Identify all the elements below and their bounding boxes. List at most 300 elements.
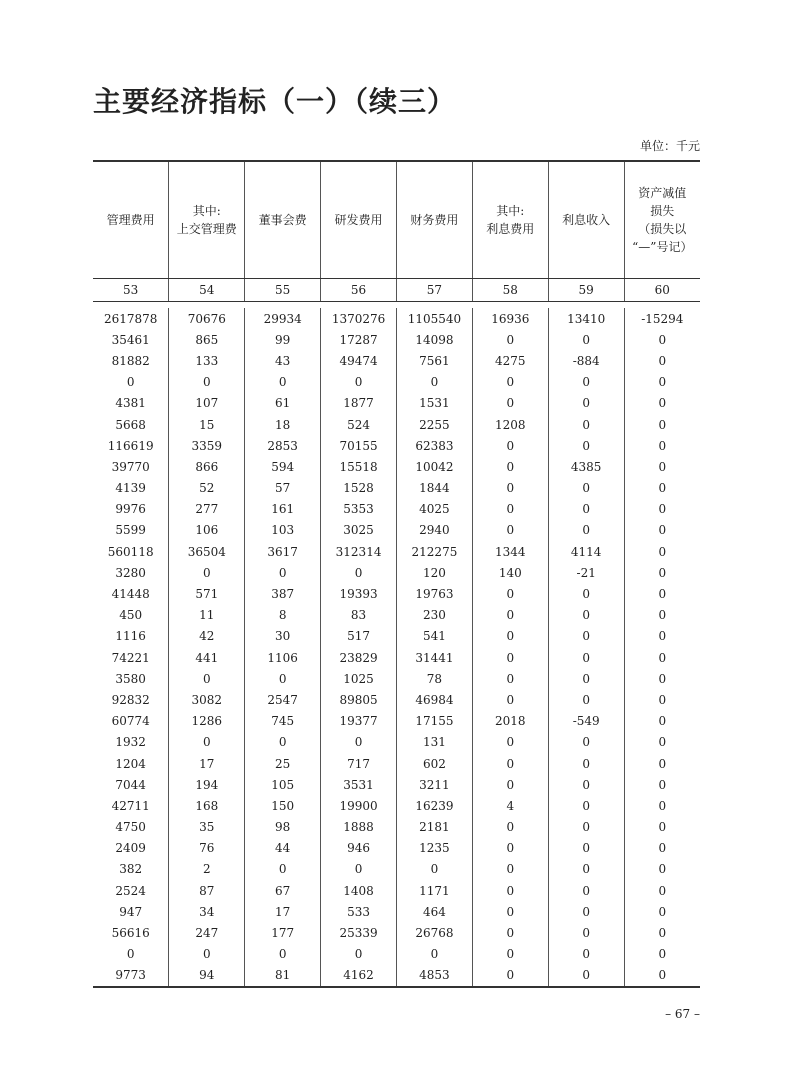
table-cell: 49474: [321, 350, 397, 371]
table-cell: 56616: [111, 926, 150, 941]
table-row: [93, 753, 700, 774]
table-cell: 1116: [115, 629, 146, 644]
table-cell: 247: [169, 922, 245, 943]
table-cell: 0: [548, 499, 624, 520]
table-cell: 0: [624, 414, 700, 435]
column-header: [245, 161, 321, 279]
column-code: 59: [548, 279, 624, 302]
table-cell: 18: [245, 414, 321, 435]
table-row: [93, 435, 700, 456]
table-cell: 1888: [321, 817, 397, 838]
table-cell: 78: [397, 668, 473, 689]
column-header: [624, 161, 700, 279]
table-cell: 0: [624, 562, 700, 583]
table-cell: 0: [548, 583, 624, 604]
table-cell: 0: [548, 668, 624, 689]
table-cell: 0: [548, 732, 624, 753]
table-row: [93, 944, 700, 965]
table-cell: 57: [245, 478, 321, 499]
table-row: [93, 414, 700, 435]
table-cell: 7561: [397, 350, 473, 371]
table-cell: 106: [169, 520, 245, 541]
table-cell: 0: [245, 668, 321, 689]
table-cell: 0: [472, 668, 548, 689]
table-cell: 120: [397, 562, 473, 583]
column-code-row: [93, 279, 700, 302]
table-cell: 0: [624, 372, 700, 393]
column-header: [397, 161, 473, 279]
table-cell: 0: [245, 562, 321, 583]
table-cell: 43: [245, 350, 321, 371]
table-cell: 0: [624, 626, 700, 647]
column-header-row: [93, 161, 700, 279]
table-cell: 0: [169, 372, 245, 393]
table-cell: 1286: [169, 711, 245, 732]
table-cell: 0: [624, 435, 700, 456]
table-cell: 31441: [397, 647, 473, 668]
table-cell: 17: [245, 901, 321, 922]
table-cell: 0: [624, 753, 700, 774]
table-row: [93, 626, 700, 647]
table-cell: 0: [548, 944, 624, 965]
table-cell: -549: [548, 711, 624, 732]
table-cell: 36504: [169, 541, 245, 562]
table-cell: 0: [548, 329, 624, 350]
table-cell: 62383: [397, 435, 473, 456]
column-code: 58: [472, 279, 548, 302]
table-cell: 3359: [169, 435, 245, 456]
table-cell: 17287: [321, 329, 397, 350]
table-row: [93, 350, 700, 371]
table-cell: -21: [548, 562, 624, 583]
table-row: [93, 647, 700, 668]
table-cell: 212275: [397, 541, 473, 562]
table-cell: 87: [169, 880, 245, 901]
table-cell: 2018: [472, 711, 548, 732]
table-cell: 67: [245, 880, 321, 901]
table-row: [93, 393, 700, 414]
table-cell: 0: [245, 944, 321, 965]
table-cell: 0: [624, 689, 700, 710]
table-cell: 0: [397, 944, 473, 965]
table-cell: 52: [169, 478, 245, 499]
table-cell: 1208: [472, 414, 548, 435]
table-cell: 0: [472, 393, 548, 414]
table-cell: 3211: [397, 774, 473, 795]
table-cell: 42711: [111, 798, 150, 813]
table-cell: 533: [321, 901, 397, 922]
table-cell: 0: [548, 753, 624, 774]
table-cell: 0: [624, 838, 700, 859]
table-cell: 0: [169, 562, 245, 583]
table-cell: 0: [548, 965, 624, 987]
table-cell: 2547: [245, 689, 321, 710]
table-cell: 2617878: [103, 311, 158, 326]
table-cell: 41448: [111, 587, 150, 602]
column-code: 55: [245, 279, 321, 302]
column-header: [472, 161, 548, 279]
table-cell: 19763: [397, 583, 473, 604]
table-cell: 0: [548, 774, 624, 795]
table-row: [93, 541, 700, 562]
table-cell: 1204: [115, 756, 146, 771]
table-cell: 0: [548, 478, 624, 499]
table-cell: 3617: [245, 541, 321, 562]
table-cell: 17155: [397, 711, 473, 732]
table-cell: 140: [472, 562, 548, 583]
column-header: [93, 161, 169, 279]
table-cell: 0: [472, 456, 548, 477]
table-cell: 70155: [321, 435, 397, 456]
table-cell: 17: [169, 753, 245, 774]
column-header-line: 损失: [650, 204, 675, 218]
table-cell: 0: [169, 732, 245, 753]
table-cell: 0: [624, 795, 700, 816]
table-cell: 133: [169, 350, 245, 371]
column-header-line: 其中:: [192, 204, 221, 218]
table-cell: 23829: [321, 647, 397, 668]
table-cell: 1344: [472, 541, 548, 562]
table-cell: 0: [624, 329, 700, 350]
table-row: [93, 308, 700, 329]
table-cell: 0: [624, 605, 700, 626]
table-cell: 10042: [397, 456, 473, 477]
table-cell: 0: [548, 689, 624, 710]
table-cell: 4385: [548, 456, 624, 477]
table-cell: 0: [472, 922, 548, 943]
column-header: [321, 161, 397, 279]
table-cell: 0: [472, 965, 548, 987]
table-cell: 2853: [245, 435, 321, 456]
table-cell: 0: [624, 350, 700, 371]
table-cell: 39770: [111, 459, 150, 474]
table-cell: 0: [624, 880, 700, 901]
page-title: 主要经济指标（一）（续三）: [93, 85, 457, 118]
table-cell: 464: [397, 901, 473, 922]
table-cell: 0: [472, 774, 548, 795]
table-cell: 745: [245, 711, 321, 732]
table-cell: 2524: [115, 883, 146, 898]
table-cell: 0: [321, 732, 397, 753]
table-cell: 16936: [472, 308, 548, 329]
table-cell: 0: [472, 859, 548, 880]
table-cell: 44: [245, 838, 321, 859]
table-cell: 81882: [111, 353, 150, 368]
table-cell: 0: [624, 456, 700, 477]
table-cell: 0: [472, 880, 548, 901]
table-cell: 7044: [115, 777, 146, 792]
table-cell: 177: [245, 922, 321, 943]
table-cell: 1408: [321, 880, 397, 901]
table-cell: 866: [169, 456, 245, 477]
table-cell: 0: [321, 944, 397, 965]
table-cell: 0: [548, 901, 624, 922]
table-cell: 76: [169, 838, 245, 859]
table-cell: 2181: [397, 817, 473, 838]
column-header-line: 资产减值: [638, 186, 687, 200]
indicator-table: [93, 160, 700, 988]
table-cell: -15294: [624, 308, 700, 329]
table-cell: 116619: [107, 438, 154, 453]
table-cell: 98: [245, 817, 321, 838]
table-cell: 0: [472, 838, 548, 859]
table-cell: 2409: [115, 841, 146, 856]
table-cell: 25: [245, 753, 321, 774]
table-cell: 0: [548, 520, 624, 541]
table-cell: 35: [169, 817, 245, 838]
table-cell: 0: [472, 478, 548, 499]
table-cell: 0: [245, 372, 321, 393]
table-cell: 194: [169, 774, 245, 795]
table-row: [93, 372, 700, 393]
table-cell: 2: [169, 859, 245, 880]
table-row: [93, 859, 700, 880]
table-cell: 4114: [548, 541, 624, 562]
table-cell: 2255: [397, 414, 473, 435]
column-header-line: 董事会费: [258, 213, 307, 227]
table-row: [93, 965, 700, 987]
table-cell: 0: [472, 329, 548, 350]
column-header-line: 其中:: [496, 204, 525, 218]
table-cell: 1932: [115, 735, 146, 750]
table-row: [93, 329, 700, 350]
table-cell: 1106: [245, 647, 321, 668]
table-cell: 0: [321, 859, 397, 880]
table-cell: 4275: [472, 350, 548, 371]
table-cell: 3025: [321, 520, 397, 541]
table-cell: 0: [472, 520, 548, 541]
table-row: [93, 478, 700, 499]
table-cell: 947: [119, 904, 143, 919]
table-cell: 13410: [548, 308, 624, 329]
column-header-line: 研发费用: [334, 213, 383, 227]
table-cell: 0: [548, 605, 624, 626]
table-cell: 0: [624, 711, 700, 732]
table-row: [93, 689, 700, 710]
table-row: [93, 562, 700, 583]
table-cell: 0: [321, 372, 397, 393]
table-cell: 99: [245, 329, 321, 350]
table-cell: 0: [548, 922, 624, 943]
column-header: [169, 161, 245, 279]
table-cell: 4: [472, 795, 548, 816]
table-cell: 94: [169, 965, 245, 987]
table-cell: 0: [397, 372, 473, 393]
column-header-line: （损失以: [638, 222, 687, 236]
page-number: – 67 –: [665, 1007, 700, 1021]
table-row: [93, 817, 700, 838]
table-cell: 0: [624, 520, 700, 541]
table-cell: 0: [624, 944, 700, 965]
table-cell: 524: [321, 414, 397, 435]
table-cell: 0: [472, 435, 548, 456]
table-cell: 0: [472, 901, 548, 922]
table-cell: 5599: [115, 523, 146, 538]
table-row: [93, 795, 700, 816]
table-row: [93, 605, 700, 626]
table-body: [93, 308, 700, 987]
table-cell: 0: [548, 435, 624, 456]
table-cell: 0: [472, 372, 548, 393]
table-cell: 0: [624, 541, 700, 562]
table-cell: 230: [397, 605, 473, 626]
table-cell: 277: [169, 499, 245, 520]
table-cell: 594: [245, 456, 321, 477]
table-cell: 3082: [169, 689, 245, 710]
table-cell: 0: [548, 838, 624, 859]
table-cell: 16239: [397, 795, 473, 816]
table-cell: 0: [472, 753, 548, 774]
table-cell: 0: [548, 414, 624, 435]
table-cell: 0: [624, 647, 700, 668]
table-cell: 89805: [321, 689, 397, 710]
column-header-line: 利息收入: [562, 213, 611, 227]
table-cell: 3580: [115, 671, 146, 686]
table-cell: 4750: [115, 820, 146, 835]
table-cell: 0: [169, 668, 245, 689]
column-code: 60: [624, 279, 700, 302]
table-cell: 1370276: [321, 308, 397, 329]
table-cell: 717: [321, 753, 397, 774]
column-code: 57: [397, 279, 473, 302]
table-row: [93, 922, 700, 943]
table-cell: 1025: [321, 668, 397, 689]
table-cell: 0: [624, 901, 700, 922]
table-cell: 25339: [321, 922, 397, 943]
table-row: [93, 520, 700, 541]
column-header-line: 财务费用: [410, 213, 459, 227]
column-header-line: “—”号记）: [632, 240, 693, 254]
table-cell: 2940: [397, 520, 473, 541]
table-cell: 0: [245, 732, 321, 753]
table-cell: 0: [624, 478, 700, 499]
column-header-line: 上交管理费: [176, 222, 237, 236]
table-cell: 92832: [111, 692, 150, 707]
table-cell: 0: [472, 626, 548, 647]
table-row: [93, 456, 700, 477]
table-row: [93, 583, 700, 604]
table-cell: 4853: [397, 965, 473, 987]
table-cell: 0: [472, 944, 548, 965]
table-cell: 865: [169, 329, 245, 350]
table-row: [93, 880, 700, 901]
table-cell: 60774: [111, 714, 150, 729]
table-cell: 560118: [107, 544, 154, 559]
table-cell: 30: [245, 626, 321, 647]
table-cell: 0: [126, 947, 135, 962]
table-cell: 0: [472, 817, 548, 838]
table-cell: 602: [397, 753, 473, 774]
table-cell: 0: [321, 562, 397, 583]
column-header: [548, 161, 624, 279]
table-cell: 1235: [397, 838, 473, 859]
table-cell: 0: [624, 859, 700, 880]
table-cell: 0: [624, 922, 700, 943]
table-cell: 9773: [93, 965, 169, 987]
table-cell: 42: [169, 626, 245, 647]
column-code: 53: [93, 279, 169, 302]
table-cell: 19377: [321, 711, 397, 732]
table-cell: 14098: [397, 329, 473, 350]
table-cell: 387: [245, 583, 321, 604]
table-cell: 382: [119, 862, 143, 877]
table-cell: 131: [397, 732, 473, 753]
table-cell: 0: [548, 817, 624, 838]
table-cell: 1844: [397, 478, 473, 499]
table-cell: 0: [624, 668, 700, 689]
table-cell: 11: [169, 605, 245, 626]
table-cell: 105: [245, 774, 321, 795]
table-cell: 0: [624, 499, 700, 520]
table-cell: 70676: [169, 308, 245, 329]
table-cell: 107: [169, 393, 245, 414]
table-cell: 0: [472, 499, 548, 520]
table-cell: 46984: [397, 689, 473, 710]
table-cell: 0: [548, 795, 624, 816]
table-cell: 0: [472, 605, 548, 626]
table-cell: 15518: [321, 456, 397, 477]
table-cell: 8: [245, 605, 321, 626]
table-cell: 541: [397, 626, 473, 647]
table-cell: 0: [126, 375, 135, 390]
table-cell: 0: [472, 689, 548, 710]
table-cell: 19900: [321, 795, 397, 816]
table-cell: 0: [548, 647, 624, 668]
table-cell: 150: [245, 795, 321, 816]
table-cell: 1531: [397, 393, 473, 414]
table-cell: 19393: [321, 583, 397, 604]
table-row: [93, 732, 700, 753]
table-cell: 441: [169, 647, 245, 668]
table-cell: 312314: [321, 541, 397, 562]
table-cell: 0: [624, 817, 700, 838]
table-cell: 26768: [397, 922, 473, 943]
table-cell: 4162: [321, 965, 397, 987]
table-cell: 0: [472, 583, 548, 604]
table-cell: 0: [548, 393, 624, 414]
table-cell: 103: [245, 520, 321, 541]
table-cell: 0: [169, 944, 245, 965]
table-cell: 946: [321, 838, 397, 859]
unit-label: 单位：千元: [639, 139, 700, 153]
table-cell: 4381: [115, 396, 146, 411]
table-cell: 74221: [111, 650, 150, 665]
table-cell: 3531: [321, 774, 397, 795]
table-cell: 15: [169, 414, 245, 435]
table-cell: 35461: [111, 332, 150, 347]
table-cell: 0: [548, 859, 624, 880]
table-cell: -884: [548, 350, 624, 371]
table-cell: 0: [548, 626, 624, 647]
column-header-line: 管理费用: [106, 213, 155, 227]
table-cell: 0: [472, 647, 548, 668]
table-cell: 0: [548, 880, 624, 901]
table-row: [93, 499, 700, 520]
table-cell: 9976: [115, 502, 146, 517]
table-cell: 168: [169, 795, 245, 816]
table-cell: 4025: [397, 499, 473, 520]
table-cell: 0: [245, 859, 321, 880]
table-cell: 0: [624, 393, 700, 414]
table-row: [93, 711, 700, 732]
table-cell: 161: [245, 499, 321, 520]
table-row: [93, 668, 700, 689]
table-row: [93, 838, 700, 859]
table-cell: 0: [472, 732, 548, 753]
table-cell: 0: [624, 774, 700, 795]
table-cell: 517: [321, 626, 397, 647]
table-cell: 571: [169, 583, 245, 604]
